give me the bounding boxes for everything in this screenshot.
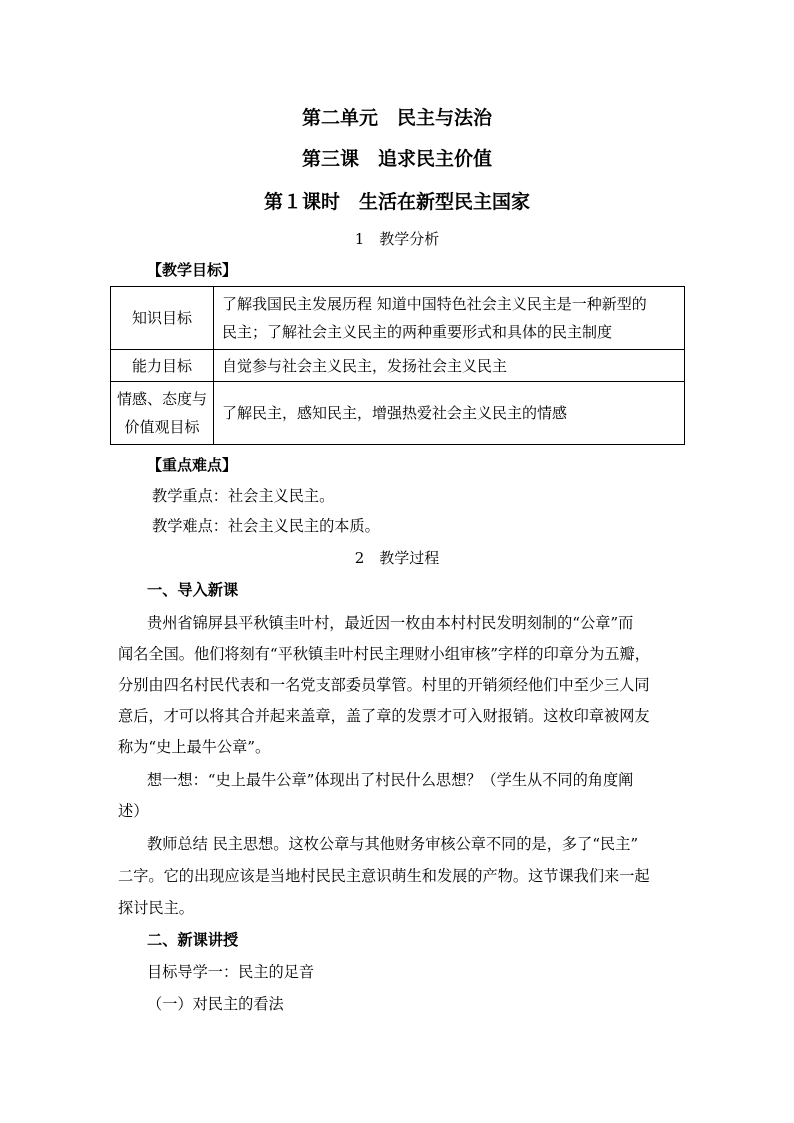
paragraph-line: 贵州省锦屏县平秋镇圭叶村，最近因一枚由本村村民发明刻制的“公章”而	[147, 614, 634, 632]
content-line: 了解我国民主发展历程 知道中国特色社会主义民主是一种新型的	[222, 295, 647, 313]
objective-content-ability: 自觉参与社会主义民主，发扬社会主义民主	[214, 350, 685, 382]
objective-content-knowledge	[214, 287, 685, 350]
content-line: 民主；了解社会主义民主的两种重要形式和具体的民主制度	[222, 323, 613, 341]
paragraph-line: 意后，才可以将其合并起来盖章，盖了章的发票才可入财报销。这枚印章被网友	[118, 707, 650, 725]
section-teaching-analysis: 1 教学分析	[354, 230, 440, 248]
unit-title: 第二单元 民主与法治	[301, 107, 492, 129]
paragraph-line: 教师总结 民主思想。这枚公章与其他财务审核公章不同的是，多了“民主”	[147, 835, 639, 853]
paragraph-line: 二字。它的出现应该是当地村民民主意识萌生和发展的产物。这节课我们来一起	[118, 867, 650, 885]
paragraph-line: 述）	[118, 802, 149, 820]
objective-content-emotion: 了解民主，感知民主，增强热爱社会主义民主的情感	[214, 382, 685, 445]
part1-heading: 一、导入新课	[147, 581, 239, 599]
table-row	[111, 350, 685, 382]
paragraph-line: 闻名全国。他们将刻有“平秋镇圭叶村民主理财小组审核”字样的印章分为五瓣，	[118, 645, 650, 663]
objectives-heading: 【教学目标】	[147, 261, 238, 279]
section-teaching-process: 2 教学过程	[354, 549, 440, 567]
teaching-difficulty: 教学难点：社会主义民主的本质。	[152, 517, 380, 535]
objective-label-emotion	[111, 382, 214, 445]
period-title: 第１课时 生活在新型民主国家	[263, 191, 530, 213]
label-line: 情感、态度与	[116, 390, 207, 408]
paragraph-line: 探讨民主。	[118, 899, 194, 917]
paragraph-line: 称为“史上最牛公章”。	[118, 738, 271, 756]
paragraph-line: 分别由四名村民代表和一名党支部委员掌管。村里的开销须经他们中至少三人同	[118, 676, 650, 694]
key-points-heading: 【重点难点】	[147, 456, 238, 474]
table-row	[111, 382, 685, 445]
lesson-title: 第三课 追求民主价值	[301, 148, 492, 170]
table-row	[111, 287, 685, 350]
teaching-focus: 教学重点：社会主义民主。	[152, 487, 335, 505]
label-line: 价值观目标	[124, 418, 200, 436]
objectives-table	[110, 286, 685, 445]
subsection-one: （一）对民主的看法	[147, 995, 284, 1013]
objective-label-ability: 能力目标	[111, 350, 214, 382]
paragraph-line: 想一想：“史上最牛公章”体现出了村民什么思想？（学生从不同的角度阐	[147, 771, 634, 789]
part2-heading: 二、新课讲授	[147, 931, 239, 949]
goal-one: 目标导学一：民主的足音	[147, 963, 315, 981]
objective-label-knowledge: 知识目标	[111, 287, 214, 350]
